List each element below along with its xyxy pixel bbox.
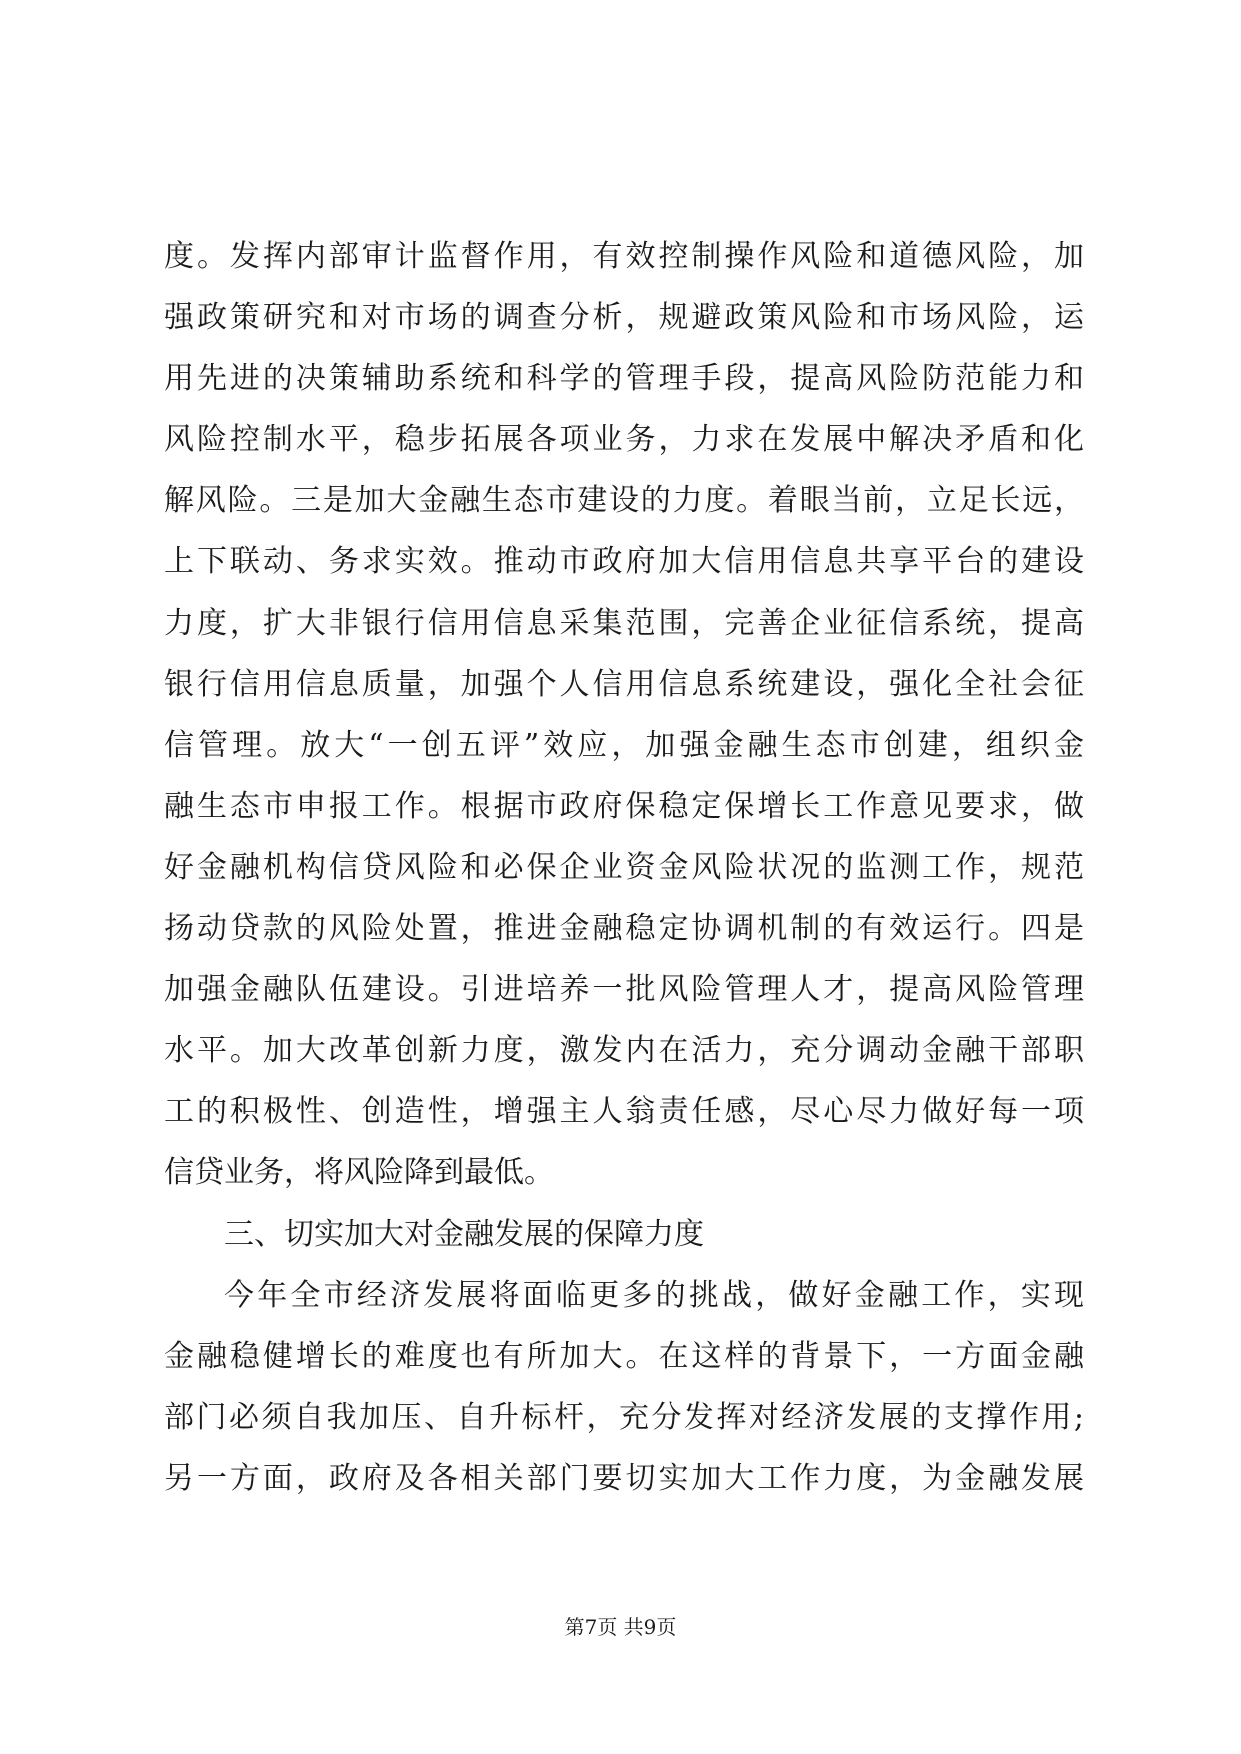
section-heading: 三、切实加大对金融发展的保障力度	[224, 1216, 704, 1252]
text-line: 解风险。三是加大金融生态市建设的力度。着眼当前，立足长远，	[164, 483, 1084, 519]
text-line: 工的积极性、创造性，增强主人翁责任感，尽心尽力做好每一项	[164, 1094, 1084, 1130]
text-line: 风险控制水平，稳步拓展各项业务，力求在发展中解决矛盾和化	[164, 422, 1084, 458]
text-line: 用先进的决策辅助系统和科学的管理手段，提高风险防范能力和	[164, 361, 1084, 397]
page-footer: 第7页 共9页	[564, 1615, 677, 1639]
text-line: 金融稳健增长的难度也有所加大。在这样的背景下，一方面金融	[164, 1338, 1084, 1374]
text-line: 度。发挥内部审计监督作用，有效控制操作风险和道德风险，加	[164, 239, 1084, 274]
text-line: 部门必须自我加压、自升标杆，充分发挥对经济发展的支撑作用;	[164, 1399, 1084, 1435]
text-line: 水平。加大改革创新力度，激发内在活力，充分调动金融干部职	[164, 1033, 1084, 1069]
text-line: 融生态市申报工作。根据市政府保稳定保增长工作意见要求，做	[164, 788, 1084, 824]
text-line: 今年全市经济发展将面临更多的挑战，做好金融工作，实现	[224, 1277, 1084, 1313]
text-line: 好金融机构信贷风险和必保企业资金风险状况的监测工作，规范	[164, 849, 1084, 885]
text-line: 银行信用信息质量，加强个人信用信息系统建设，强化全社会征	[164, 666, 1084, 702]
text-line: 信贷业务，将风险降到最低。	[164, 1155, 554, 1191]
text-line: 信管理。放大“一创五评”效应，加强金融生态市创建，组织金	[164, 727, 1084, 763]
text-line: 力度，扩大非银行信用信息采集范围，完善企业征信系统，提高	[164, 605, 1084, 641]
body-text	[164, 226, 1084, 1509]
text-line: 扬动贷款的风险处置，推进金融稳定协调机制的有效运行。四是	[164, 911, 1084, 947]
text-line: 加强金融队伍建设。引进培养一批风险管理人才，提高风险管理	[164, 972, 1084, 1008]
text-line: 上下联动、务求实效。推动市政府加大信用信息共享平台的建设	[164, 544, 1084, 580]
text-line: 另一方面，政府及各相关部门要切实加大工作力度，为金融发展	[164, 1460, 1084, 1496]
text-line: 强政策研究和对市场的调查分析，规避政策风险和市场风险，运	[164, 300, 1084, 336]
